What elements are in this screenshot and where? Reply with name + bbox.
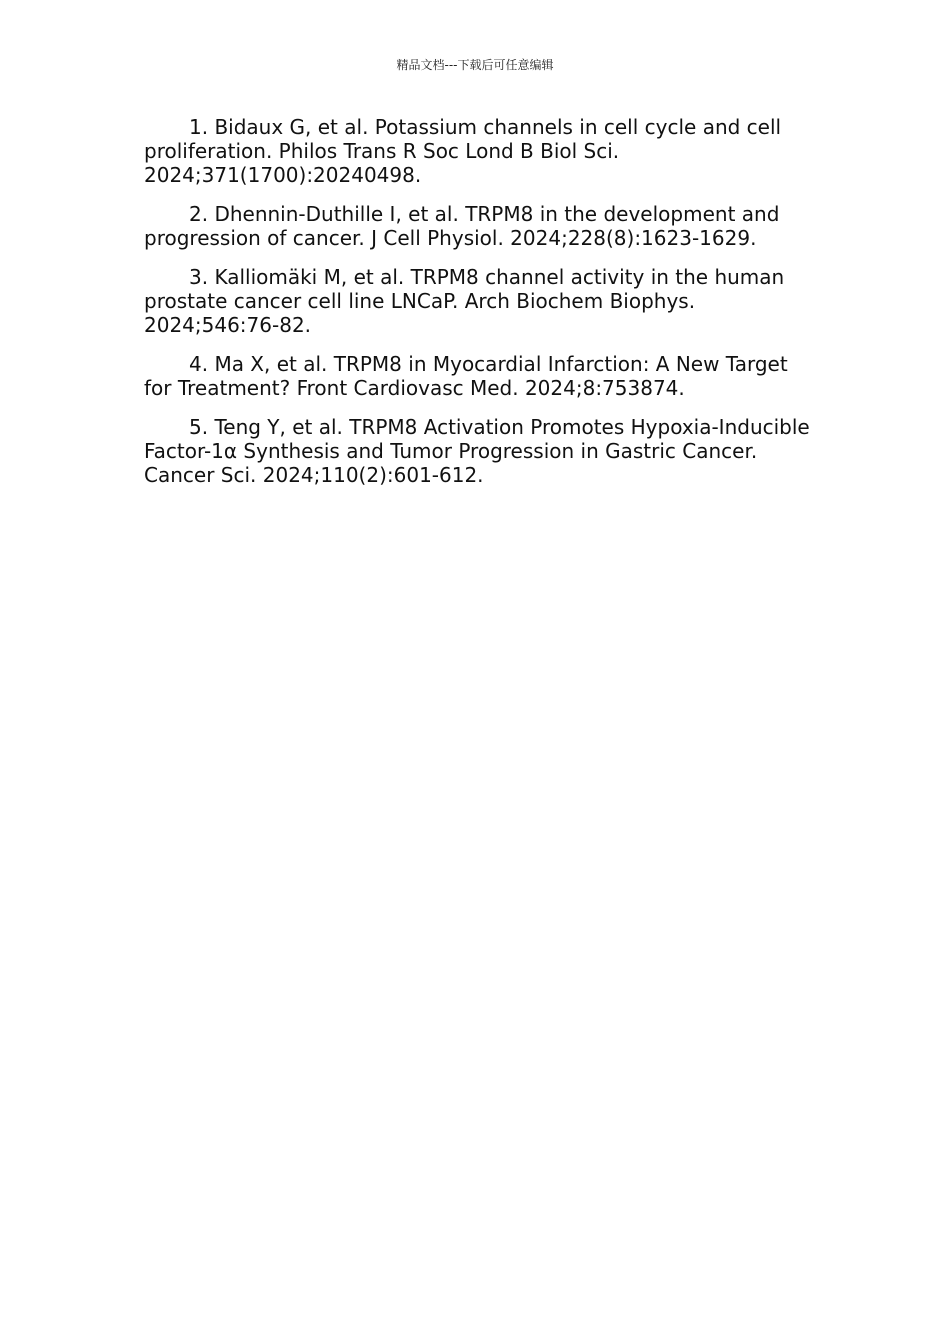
- reference-item: 1. Bidaux G, et al. Potassium channels in cell cycle and cell proliferation. Philos Trans R Soc Lond B Biol Sci. 2024;371(1700):20240498.: [144, 115, 782, 187]
- reference-list: [144, 115, 814, 502]
- reference-item: 3. Kalliomäki M, et al. TRPM8 channel activity in the human prostate cancer cell line LNCaP. Arch Biochem Biophys. 2024;546:76-82.: [144, 265, 785, 337]
- reference-item: 2. Dhennin-Duthille I, et al. TRPM8 in the development and progression of cancer. J Cell Physiol. 2024;228(8):1623-1629.: [144, 202, 780, 250]
- page-header: 精品文档---下载后可任意编辑: [396, 58, 554, 72]
- reference-item: 5. Teng Y, et al. TRPM8 Activation Promotes Hypoxia-Inducible Factor-1α Synthesis and Tumor Progression in Gastric Cancer. Cancer Sci. 2024;110(2):601-612.: [144, 415, 810, 487]
- reference-item: 4. Ma X, et al. TRPM8 in Myocardial Infarction: A New Target for Treatment? Front Cardiovasc Med. 2024;8:753874.: [144, 352, 788, 400]
